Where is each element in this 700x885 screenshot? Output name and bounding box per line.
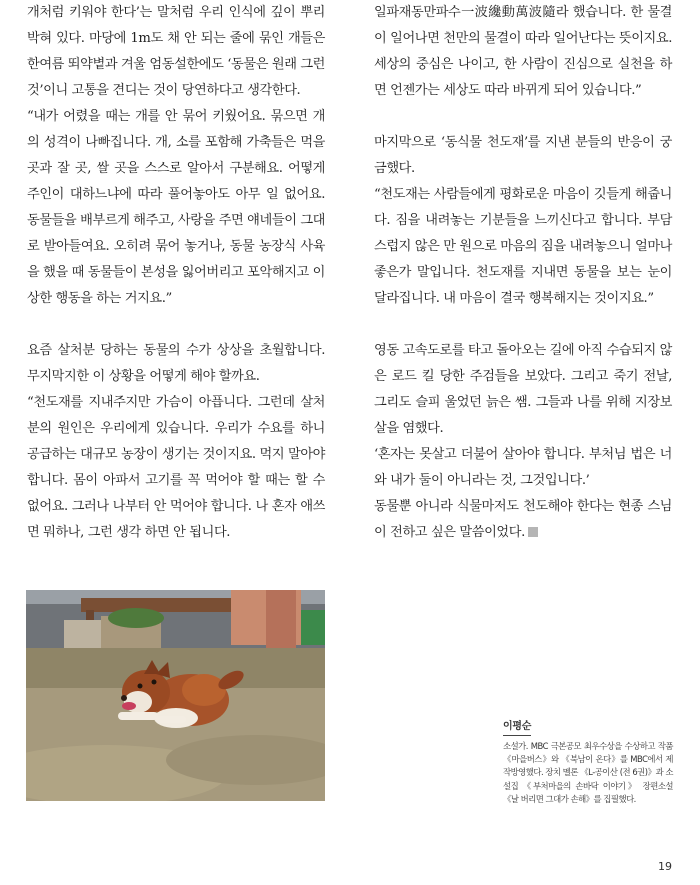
quote-paragraph: “천도재는 사람들에게 평화로운 마음이 깃들게 해줍니다. 짐을 내려놓는 기분들을 느끼신다고 합니다. 부담스럽지 않은 만 원으로 마음의 짐을 내려놓으니 얼마나 좋은가 말입니다. 천도재를 지내면 동물을 보는 눈이 달라집니다. 내 마음이 결국 행복해지는 것이지요.” (374, 187, 673, 306)
end-mark-icon (528, 527, 538, 537)
quote-paragraph: “천도재를 지내주지만 가슴이 아픕니다. 그런데 살처분의 원인은 우리에게 있습니다. 우리가 수요를 하니 공급하는 대규모 농장이 생기는 것이지요. 먹지 말아야 합니다. 몸이 아파서 고기를 꼭 먹어야 할 때는 할 수 없어요. 그러나 나부터 안 먹어야 합니다. 나 혼자 애쓰면 뭐하나, 그런 생각 하면 안 됩니다. (27, 395, 326, 540)
author-description: 소설가. MBC 극본공모 최우수상을 수상하고 작품 《마을버스》와 《북남이 온다》를 MBC에서 제작방영했다. 장치 멜론 《L-공이산 (전 6권)》과 소설집 《부처마을의 손바닥 이야기》 장편소설 《날 버리면 그대가 손해》를 집필했다. (503, 741, 673, 804)
dog-photo-icon (26, 590, 325, 801)
quote-paragraph: ‘혼자는 못살고 더불어 살아야 합니다. 부처님 법은 너와 내가 둘이 아니라는 것, 그것입니다.’ (374, 447, 672, 488)
closing-paragraph (374, 494, 672, 546)
page-number: 19 (658, 860, 672, 873)
closing-text: 동물뿐 아니라 식물마저도 천도해야 한다는 현종 스님이 전하고 싶은 말씀이었다. (374, 499, 672, 540)
left-text-column (27, 0, 325, 546)
paragraph: 개처럼 키워야 한다’는 말처럼 우리 인식에 깊이 뿌리박혀 있다. 마당에 1m도 채 안 되는 줄에 묶인 개들은 한여름 뙤약볕과 겨울 엄동설한에도 ‘동물은 원래 그런 것’이니 고통을 견디는 것이 당연하다고 생각한다. (27, 5, 326, 98)
quote-paragraph: 일파재동만파수一波纔動萬波隨라 했습니다. 한 물결이 일어나면 천만의 물결이 따라 일어난다는 뜻이지요. 세상의 중심은 나이고, 한 사람이 진심으로 실천을 하면 언젠가는 세상도 따라 바뀌게 되어 있습니다.” (374, 5, 673, 98)
paragraph-gap (374, 104, 672, 130)
question-paragraph: 마지막으로 ‘동식물 천도재’를 지낸 분들의 반응이 궁금했다. (374, 135, 672, 176)
dog-photo (26, 590, 325, 801)
quote-paragraph: “내가 어렸을 때는 개를 안 묶어 키웠어요. 묶으면 개의 성격이 나빠집니다. 개, 소를 포함해 가축들은 먹을 곳과 잘 곳, 쌀 곳을 스스로 알아서 구분해요. 어떻게 주인이 대하느냐에 따라 풀어놓아도 아무 일 없어요. 동물들을 배부르게 해주고, 사랑을 주면 얘네들이 그대로 받아들여요. 오히려 묶어 놓거나, 동물 농장식 사육을 했을 때 동물들이 본성을 잃어버리고 포악해지고 이상한 행동을 하는 거지요.” (27, 109, 326, 306)
paragraph-gap (27, 312, 325, 338)
author-bio (503, 714, 673, 806)
question-paragraph: 요즘 살처분 당하는 동물의 수가 상상을 초월합니다. 무지막지한 이 상황을 어떻게 해야 할까요. (27, 343, 325, 384)
paragraph: 영동 고속도로를 타고 돌아오는 길에 아직 수습되지 않은 로드 킬 당한 주검들을 보았다. 그리고 죽기 전날, 그리도 슬피 울었던 늙은 쌤. 그들과 나를 위해 지장보살을 염했다. (374, 343, 673, 436)
right-text-column (374, 0, 672, 546)
author-name: 이평순 (503, 717, 531, 736)
paragraph-gap (374, 312, 672, 338)
